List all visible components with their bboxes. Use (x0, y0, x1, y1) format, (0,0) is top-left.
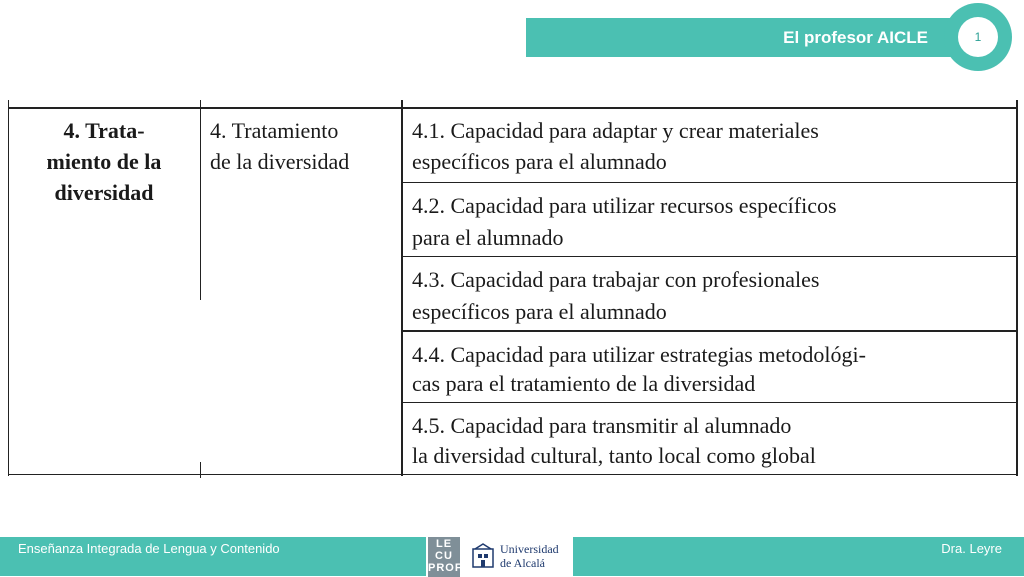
table-right-border (1016, 100, 1018, 476)
competency-4-5-line: 4.5. Capacidad para transmitir al alumnado (412, 413, 792, 438)
logo-line: LE (435, 538, 453, 550)
table-left-border (8, 100, 9, 476)
logo-line: PROF (428, 562, 463, 574)
competency-4-4-line: cas para el tratamiento de la diversidad (412, 371, 756, 396)
row-divider (402, 402, 1018, 403)
competency-4-2-line: para el alumnado (412, 225, 564, 250)
university-crest-icon (470, 543, 496, 571)
logo-line: CU (435, 550, 453, 562)
table-bottom-border (8, 474, 1018, 475)
row-divider (402, 182, 1018, 183)
column-divider (200, 100, 201, 300)
column-divider (200, 462, 201, 478)
column-divider (401, 100, 403, 476)
row-divider (402, 256, 1018, 257)
row-divider (402, 330, 1018, 332)
competency-4-3-line: 4.3. Capacidad para trabajar con profesionales (412, 267, 820, 292)
footer-logos (426, 537, 573, 576)
category-line: miento de la (46, 149, 162, 174)
competency-4-4-line: 4.4. Capacidad para utilizar estrategias metodológi- (412, 342, 866, 367)
table-top-border (8, 107, 1018, 109)
category-line: 4. Trata- (63, 118, 145, 143)
footer-author: Dra. Leyre (941, 541, 1002, 556)
university-line: Universidad (500, 542, 559, 556)
category-line: diversidad (54, 180, 154, 205)
subcategory-line: 4. Tratamiento (210, 118, 339, 143)
competency-4-3-line: específicos para el alumnado (412, 299, 667, 324)
competency-4-1-line: 4.1. Capacidad para adaptar y crear materiales (412, 118, 819, 143)
footer-course-title: Enseñanza Integrada de Lengua y Contenido (18, 541, 280, 556)
subcategory-line: de la diversidad (210, 149, 350, 174)
university-name (500, 542, 559, 570)
lecuprof-logo (428, 537, 463, 577)
university-line: de Alcalá (500, 556, 545, 570)
competency-4-2-line: 4.2. Capacidad para utilizar recursos específicos (412, 193, 837, 218)
competency-4-5-line: la diversidad cultural, tanto local como global (412, 443, 816, 468)
page-number: 1 (958, 17, 998, 57)
competency-4-1-line: específicos para el alumnado (412, 149, 667, 174)
slide-title: El profesor AICLE (783, 28, 928, 47)
